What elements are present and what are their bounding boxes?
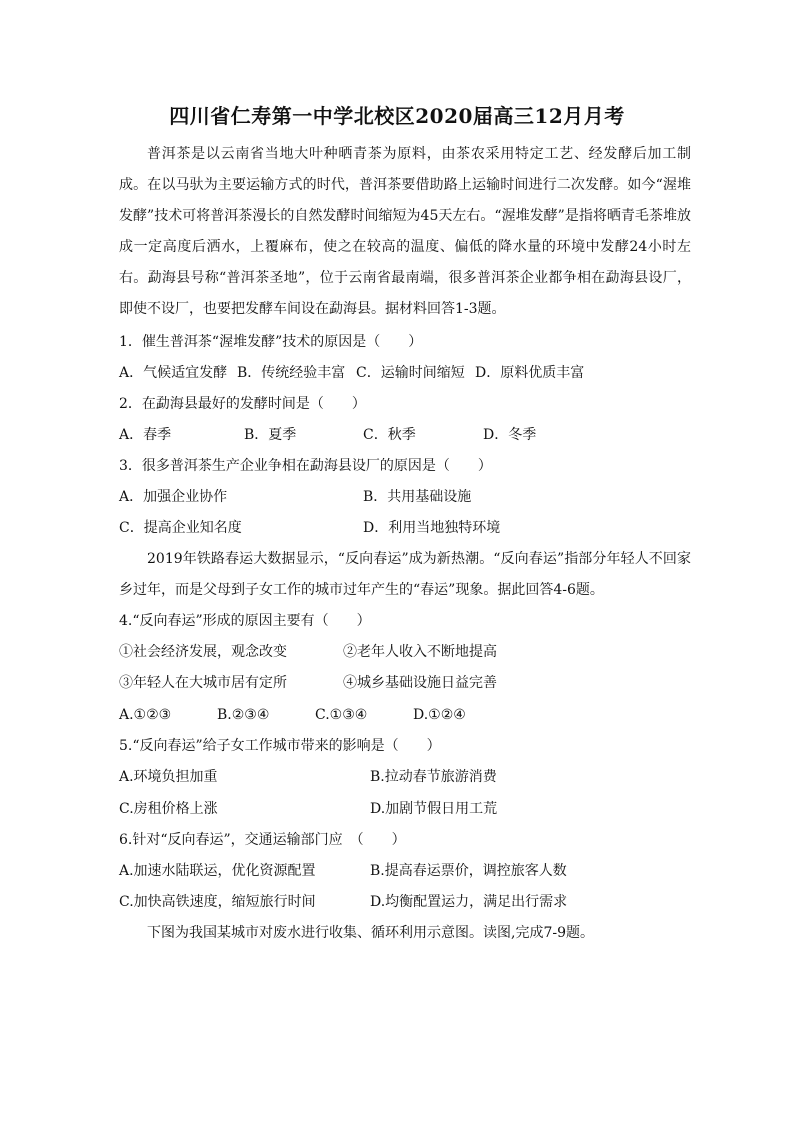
q3-option-d: D．利用当地独特环境: [363, 520, 501, 536]
q2-option-a: A．春季: [119, 427, 172, 443]
q6-option-d: D.均衡配置运力，满足出行需求: [370, 894, 568, 910]
q6-option-a: A.加速水陆联运，优化资源配置: [119, 863, 316, 879]
q4-option-b: B.②③④: [217, 707, 270, 723]
q2-option-b: B．夏季: [244, 427, 297, 443]
q4-option-a: A.①②③: [119, 707, 172, 723]
q4-option-d: D.①②④: [413, 707, 466, 723]
q3-option-c: C．提高企业知名度: [119, 520, 242, 536]
q5-option-d: D.加剧节假日用工荒: [370, 801, 498, 817]
q1-option-a: A．气候适宜发酵: [119, 365, 228, 381]
q6-option-c: C.加快高铁速度，缩短旅行时间: [119, 894, 316, 910]
q2-stem: 2．在勐海县最好的发酵时间是（ ）: [119, 396, 366, 412]
q3-option-b: B．共用基础设施: [363, 489, 472, 505]
q4-item-3: ③年轻人在大城市居有定所: [119, 675, 287, 691]
q3-stem: 3．很多普洱茶生产企业争相在勐海县设厂的原因是（ ）: [119, 458, 492, 474]
q6-option-b: B.提高春运票价，调控旅客人数: [370, 863, 567, 879]
q1-option-c: C．运输时间缩短: [356, 365, 465, 381]
q4-item-2: ②老年人收入不断地提高: [343, 644, 497, 660]
q4-option-c: C.①③④: [315, 707, 368, 723]
q2-option-c: C．秋季: [363, 427, 416, 443]
q1-stem: 1．催生普洱茶“渥堆发酵”技术的原因是（ ）: [119, 334, 423, 350]
q5-stem: 5.“反向春运”给子女工作城市带来的影响是（ ）: [119, 738, 441, 754]
q6-stem: 6.针对“反向春运”，交通运输部门应 （ ）: [119, 832, 406, 848]
q2-option-d: D．冬季: [483, 427, 537, 443]
q5-option-c: C.房租价格上涨: [119, 801, 218, 817]
passage-spring-festival: 2019年铁路春运大数据显示，“反向春运”成为新热潮。“反向春运”指部分年轻人不回家乡过年，而是父母到子女工作的城市过年产生的“春运”现象。据此回答4-6题。: [119, 551, 691, 598]
q4-item-1: ①社会经济发展，观念改变: [119, 644, 287, 660]
passage-wastewater: 下图为我国某城市对废水进行收集、循环利用示意图。读图,完成7-9题。: [147, 925, 594, 941]
q5-option-b: B.拉动春节旅游消费: [370, 769, 497, 785]
passage-tea: 普洱茶是以云南省当地大叶种晒青茶为原料，由茶农采用特定工艺、经发酵后加工制成。在以马驮为主要运输方式的时代，普洱茶要借助路上运输时间进行二次发酵。如今“渥堆发酵”技术可将普洱茶漫长的自然发酵时间缩短为45天左右。“渥堆发酵”是指将晒青毛茶堆放成一定高度后洒水，上覆麻布，使之在较高的温度、偏低的降水量的环境中发酵24小时左右。勐海县号称“普洱茶圣地”，位于云南省最南端，很多普洱茶企业都争相在勐海县设厂，即使不设厂，也要把发酵车间设在勐海县。据材料回答1-3题。: [119, 146, 691, 317]
q4-item-4: ④城乡基础设施日益完善: [343, 675, 497, 691]
page-title: 四川省仁寿第一中学北校区2020届高三12月月考: [169, 104, 625, 128]
q4-stem: 4.“反向春运”形成的原因主要有（ ）: [119, 613, 371, 629]
q1-option-d: D．原料优质丰富: [475, 365, 585, 381]
q1-option-b: B．传统经验丰富: [237, 365, 346, 381]
q5-option-a: A.环境负担加重: [119, 769, 218, 785]
q3-option-a: A．加强企业协作: [119, 489, 228, 505]
